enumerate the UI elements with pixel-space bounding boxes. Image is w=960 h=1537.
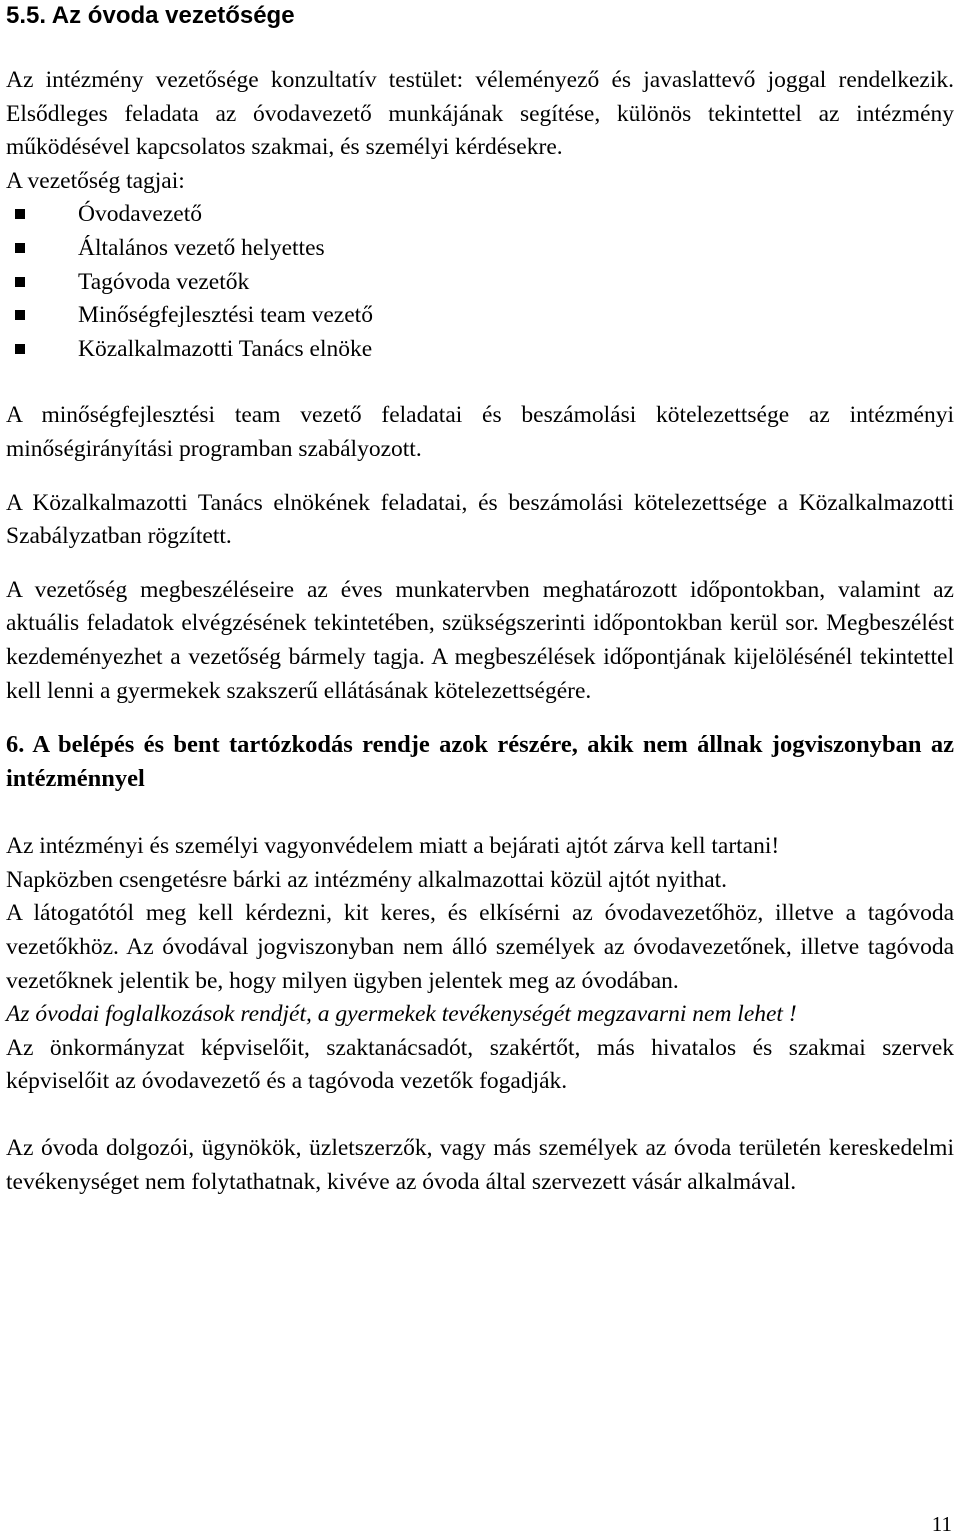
officials-paragraph: Az önkormányzat képviselőit, szaktanácsadót, szakértőt, más hivatalos és szakmai szervek képviselőit az óvodavezető és a tagóvoda vezetők fogadják. <box>6 1034 954 1095</box>
spacer <box>6 31 954 64</box>
door-paragraph: Az intézményi és személyi vagyonvédelem miatt a bejárati ajtót zárva kell tartani! <box>6 833 780 860</box>
list-item <box>6 299 954 333</box>
member-label: Közalkalmazotti Tanács elnöke <box>78 335 373 362</box>
spacer <box>6 554 954 574</box>
meetings-paragraph: A vezetőség megbeszéléseire az éves munkatervben meghatározott időpontokban, valamint az aktuális feladatok elvégzésének tekintetében, szükségszerinti időpontokban kerül sor. Megbeszélést kezdeményezhet a vezetőség bármely tagja. A megbeszélések időpontjának kijelölésénél tekintettel kell lenni a gyermekek szakszerű ellátásának kötelezettségére. <box>6 576 954 704</box>
members-list <box>6 198 954 366</box>
chapter-title: 6. A belépés és bent tartózkodás rendje azok részére, akik nem állnak jogviszonyban az intézménnyel <box>6 731 954 792</box>
list-item <box>6 198 954 232</box>
section-intro-paragraph: Az intézmény vezetősége konzultatív testület: véleményező és javaslattevő joggal rendelkezik. Elsődleges feladata az óvodavezető munkájának segítése, különös tekintettel az intézmény működésével kapcsolatos szakmai, és személyi kérdésekre. <box>6 67 954 161</box>
document-page <box>6 0 954 1199</box>
member-label: Óvodavezető <box>78 201 202 228</box>
list-item <box>6 333 954 367</box>
bell-paragraph: Napközben csengetésre bárki az intézmény alkalmazottai közül ajtót nyithat. <box>6 866 728 893</box>
spacer <box>6 708 954 728</box>
spacer <box>6 1099 954 1132</box>
page-number: 11 <box>931 1512 952 1536</box>
section-title: 5.5. Az óvoda vezetősége <box>6 2 295 29</box>
list-item <box>6 266 954 300</box>
square-bullet-icon <box>15 209 25 219</box>
member-label: Általános vezető helyettes <box>78 234 325 261</box>
quality-team-paragraph: A minőségfejlesztési team vezető feladatai és beszámolási kötelezettsége az intézményi minőségirányítási programban szabályozott. <box>6 402 954 462</box>
square-bullet-icon <box>15 310 25 320</box>
members-lead: A vezetőség tagjai: <box>6 167 185 194</box>
visitor-paragraph: A látogatótól meg kell kérdezni, kit keres, és elkísérni az óvodavezetőhöz, illetve a tagóvoda vezetőkhöz. Az óvodával jogviszonyban nem álló személyek az óvodavezetőnek, illetve tagóvoda vezetőknek jelentik be, hogy milyen ügyben jelentek meg az óvodában. <box>6 900 954 994</box>
spacer <box>6 795 954 830</box>
member-label: Tagóvoda vezetők <box>78 268 250 295</box>
square-bullet-icon <box>15 344 25 354</box>
no-disturbance-paragraph: Az óvodai foglalkozások rendjét, a gyermekek tevékenységét megzavarni nem lehet ! <box>6 1001 797 1028</box>
council-paragraph: A Közalkalmazotti Tanács elnökének feladatai, és beszámolási kötelezettsége a Közalkalmazotti Szabályzatban rögzített. <box>6 489 954 550</box>
square-bullet-icon <box>15 277 25 287</box>
member-label: Minőségfejlesztési team vezető <box>78 302 373 329</box>
spacer <box>6 467 954 487</box>
square-bullet-icon <box>15 243 25 253</box>
list-item <box>6 232 954 266</box>
spacer <box>6 366 954 399</box>
trade-paragraph: Az óvoda dolgozói, ügynökök, üzletszerzők, vagy más személyek az óvoda területén kereskedelmi tevékenységet nem folytathatnak, kivéve az óvoda által szervezett vásár alkalmával. <box>6 1135 954 1195</box>
